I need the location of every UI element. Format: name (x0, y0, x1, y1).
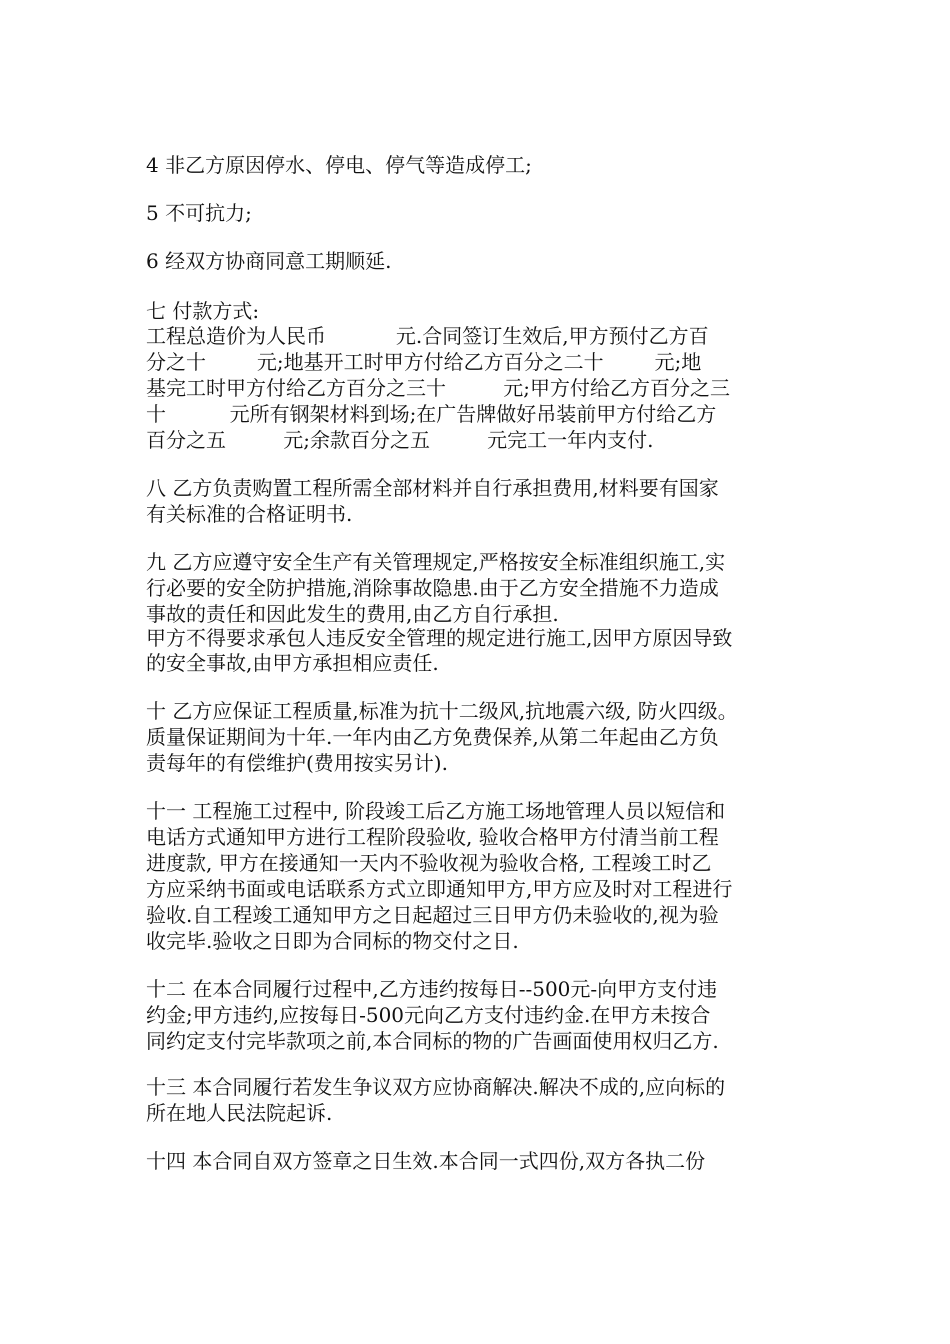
section-7-line: 百分之五 元;余款百分之五 元完工一年内支付. (146, 428, 654, 452)
section-8-line: 有关标准的合格证明书. (146, 502, 353, 526)
section-9-line: 九 乙方应遵守安全生产有关管理规定,严格按安全标准组织施工,实 (146, 550, 726, 574)
clause-5-line: 5 不可抗力; (146, 201, 252, 225)
section-11-line: 收完毕.验收之日即为合同标的物交付之日. (146, 929, 519, 953)
clause-6-line: 6 经双方协商同意工期顺延. (146, 249, 392, 273)
section-9-line: 的安全事故,由甲方承担相应责任. (146, 651, 439, 675)
section-11-line: 电话方式通知甲方进行工程阶段验收, 验收合格甲方付清当前工程 (146, 825, 719, 849)
section-10-line: 质量保证期间为十年.一年内由乙方免费保养,从第二年起由乙方负 (146, 725, 719, 749)
section-13-line: 十三 本合同履行若发生争议双方应协商解决.解决不成的,应向标的 (146, 1075, 726, 1099)
section-7-line: 基完工时甲方付给乙方百分之三十 元;甲方付给乙方百分之三 (146, 376, 730, 400)
section-12-line: 约金;甲方违约,应按每日-500元向乙方支付违约金.在甲方未按合 (146, 1003, 711, 1027)
section-7-heading: 七 付款方式: (146, 299, 260, 323)
section-9-line: 行必要的安全防护措施,消除事故隐患.由于乙方安全措施不力造成 (146, 576, 719, 600)
section-9-line: 事故的责任和因此发生的费用,由乙方自行承担. (146, 602, 559, 626)
section-11-line: 十一 工程施工过程中, 阶段竣工后乙方施工场地管理人员以短信和 (146, 799, 726, 823)
section-8-line: 八 乙方负责购置工程所需全部材料并自行承担费用,材料要有国家 (146, 476, 719, 500)
section-11-line: 进度款, 甲方在接通知一天内不验收视为验收合格, 工程竣工时乙 (146, 851, 712, 875)
section-7-line: 分之十 元;地基开工时甲方付给乙方百分之二十 元;地 (146, 350, 702, 374)
section-13-line: 所在地人民法院起诉. (146, 1101, 333, 1125)
section-11-line: 验收.自工程竣工通知甲方之日起超过三日甲方仍未验收的,视为验 (146, 903, 719, 927)
section-7-line: 十 元所有钢架材料到场;在广告牌做好吊装前甲方付给乙方 (146, 402, 717, 426)
section-11-line: 方应采纳书面或电话联系方式立即通知甲方,甲方应及时对工程进行 (146, 877, 733, 901)
section-7-line: 工程总造价为人民币 元.合同签订生效后,甲方预付乙方百 (146, 324, 709, 348)
section-14-line: 十四 本合同自双方签章之日生效.本合同一式四份,双方各执二份 (146, 1149, 706, 1173)
section-12-line: 十二 在本合同履行过程中,乙方违约按每日--500元-向甲方支付违 (146, 977, 718, 1001)
clause-4-line: 4 非乙方原因停水、停电、停气等造成停工; (146, 153, 532, 177)
section-9-line: 甲方不得要求承包人违反安全管理的规定进行施工,因甲方原因导致 (146, 626, 733, 650)
section-10-line: 责每年的有偿维护(费用按实另计). (146, 751, 448, 775)
section-12-line: 同约定支付完毕款项之前,本合同标的物的广告画面使用权归乙方. (146, 1029, 719, 1053)
section-10-line: 十 乙方应保证工程质量,标准为抗十二级风,抗地震六级, 防火四级。 (146, 699, 738, 723)
